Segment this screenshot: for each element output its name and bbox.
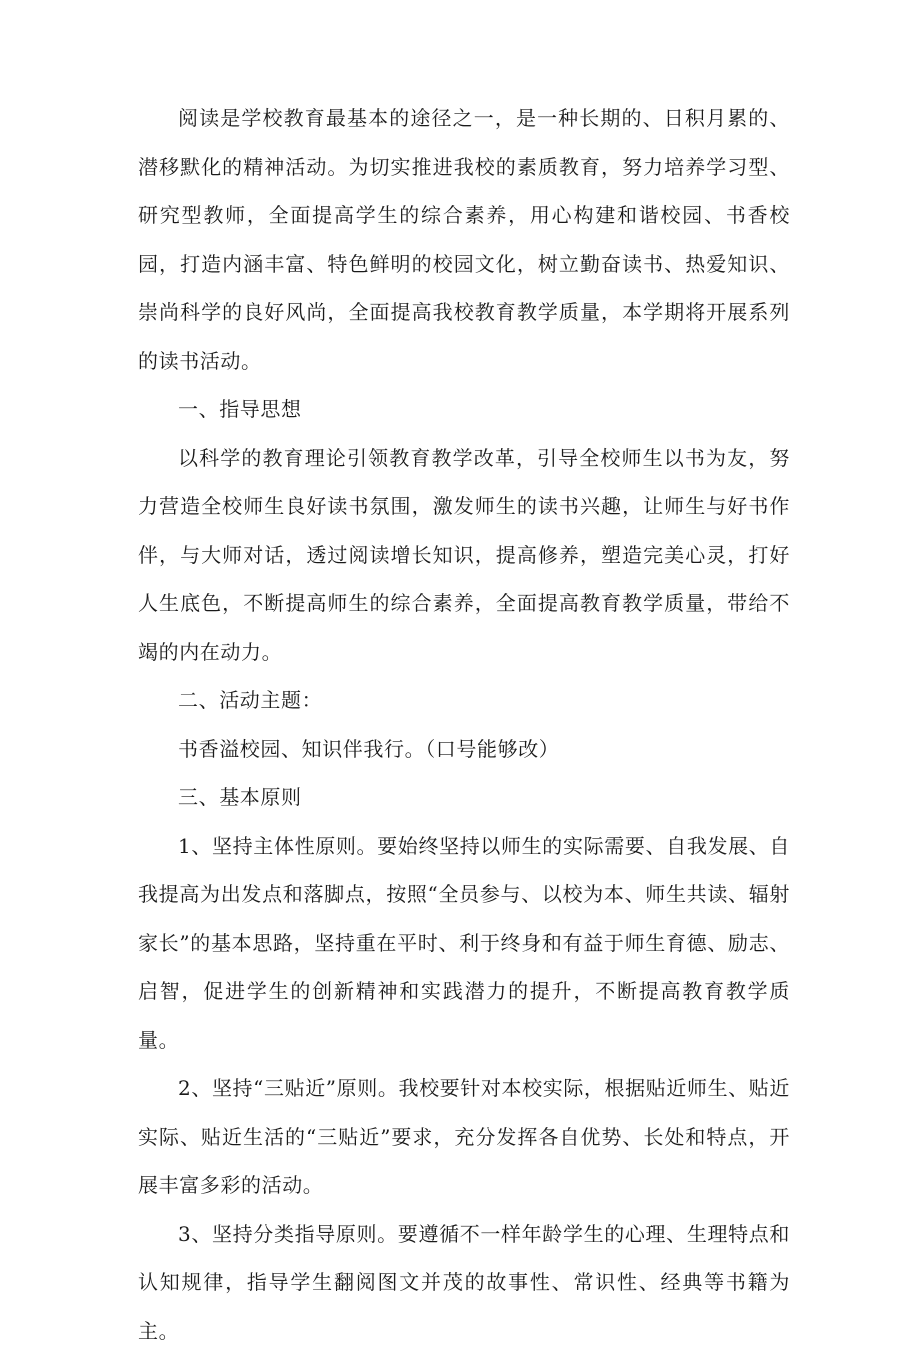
section3-heading: 三、基本原则 <box>138 773 790 822</box>
document-body <box>138 94 790 1355</box>
section2-paragraph: 书香溢校园、知识伴我行。（口号能够改） <box>138 725 790 774</box>
principle3-paragraph: 3、坚持分类指导原则。要遵循不一样年龄学生的心理、生理特点和认知规律，指导学生翻阅图文并茂的故事性、常识性、经典等书籍为主。 <box>138 1210 790 1355</box>
intro-paragraph: 阅读是学校教育最基本的途径之一，是一种长期的、日积月累的、潜移默化的精神活动。为切实推进我校的素质教育，努力培养学习型、研究型教师，全面提高学生的综合素养，用心构建和谐校园、书香校园，打造内涵丰富、特色鲜明的校园文化，树立勤奋读书、热爱知识、崇尚科学的良好风尚，全面提高我校教育教学质量，本学期将开展系列的读书活动。 <box>138 94 790 385</box>
principle1-paragraph: 1、坚持主体性原则。要始终坚持以师生的实际需要、自我发展、自我提高为出发点和落脚点，按照“全员参与、以校为本、师生共读、辐射家长”的基本思路，坚持重在平时、利于终身和有益于师生育德、励志、启智，促进学生的创新精神和实践潜力的提升，不断提高教育教学质量。 <box>138 822 790 1065</box>
section1-paragraph: 以科学的教育理论引领教育教学改革，引导全校师生以书为友，努力营造全校师生良好读书氛围，激发师生的读书兴趣，让师生与好书作伴，与大师对话，透过阅读增长知识，提高修养，塑造完美心灵，打好人生底色，不断提高师生的综合素养，全面提高教育教学质量，带给不竭的内在动力。 <box>138 434 790 677</box>
principle2-paragraph: 2、坚持“三贴近”原则。我校要针对本校实际，根据贴近师生、贴近实际、贴近生活的“三贴近”要求，充分发挥各自优势、长处和特点，开展丰富多彩的活动。 <box>138 1064 790 1210</box>
section1-heading: 一、指导思想 <box>138 385 790 434</box>
section2-heading: 二、活动主题： <box>138 676 790 725</box>
